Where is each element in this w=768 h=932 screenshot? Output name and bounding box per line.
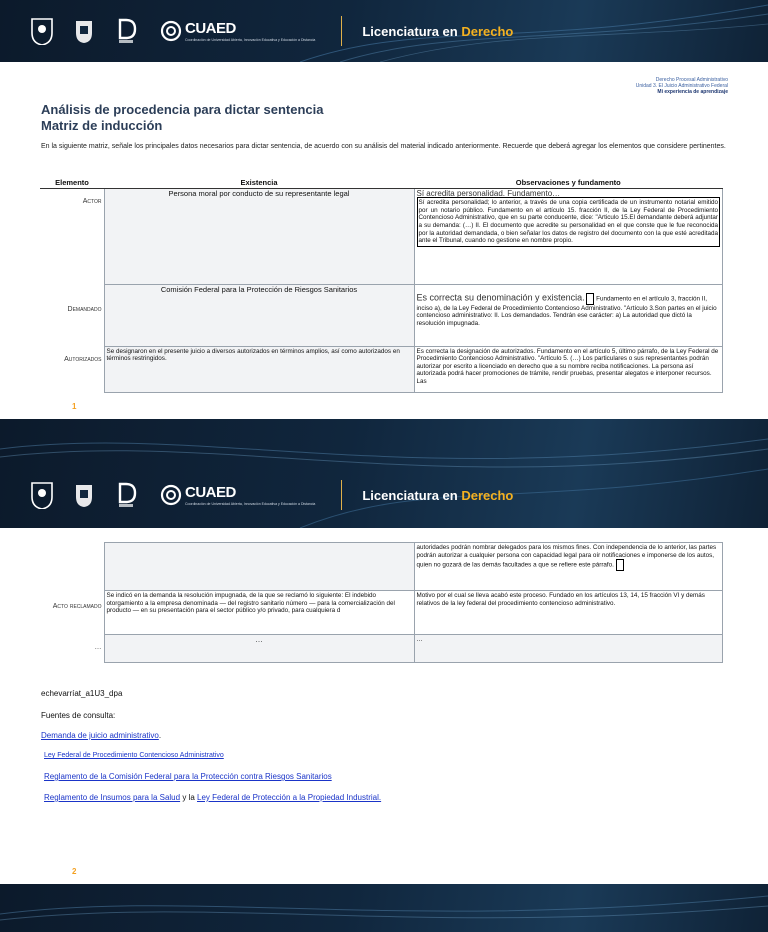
student-id: echevarríat_a1U3_dpa bbox=[41, 689, 123, 698]
text-cursor-box bbox=[586, 293, 594, 305]
obs-body[interactable]: autoridades podrán nombrar delegados para los mismos fines. Con independencia de lo anterior, las partes podrán autorizar a cualquier persona con capacidad legal para oír notificaciones e imponerse de los autos, quien no gozará de las demás facultades a que se refiere este párrafo. bbox=[416, 544, 717, 569]
table-row bbox=[40, 188, 723, 284]
table-row bbox=[40, 635, 723, 663]
cell-observaciones[interactable]: Es correcta la designación de autorizados. Fundamento en el artículo 5, último párrafo, de la Ley Federal de Procedimiento Contencioso Administrativo. "Artículo 5. (…) Los particulares o sus representantes podrán autorizar por escrito a licenciado en derecho que a su nombre reciba notificaciones. La persona así autorizada podrá hacer promociones de trámite, rendir pruebas, presentar alegatos e interponer recursos. Las bbox=[414, 346, 723, 392]
dgee-logo-icon bbox=[114, 17, 138, 45]
section-label: Mi experiencia de aprendizaje bbox=[657, 89, 728, 95]
table-row bbox=[40, 591, 723, 635]
source-link-insumos[interactable]: Reglamento de Insumos para la Salud bbox=[44, 793, 181, 802]
header-divider bbox=[341, 480, 342, 510]
source-link-cofepris-line bbox=[44, 772, 332, 781]
course-meta bbox=[636, 77, 728, 95]
source-link-lfppi[interactable]: Ley Federal de Protección a la Propiedad Industrial. bbox=[197, 793, 382, 802]
source-link-insumos-line: Reglamento de Insumos para la Salud y la Ley Federal de Protección a la Propiedad Industrial. bbox=[44, 793, 382, 802]
obs-title: Es correcta su denominación y existencia. bbox=[416, 292, 585, 303]
cell-existencia: Se indicó en la demanda la resolución impugnada, de la que se reclamó lo siguiente: El indebido otorgamiento a la empresa denominada — del registro sanitario número — para la comercialización del producto — en su presentación para el sector público y/o privado, para cualquiera d bbox=[104, 591, 414, 635]
cuaed-logo bbox=[160, 20, 315, 42]
cell-observaciones bbox=[414, 188, 723, 284]
cell-observaciones[interactable]: Motivo por el cual se lleva acabó este proceso. Fundado en los artículos 13, 14, 15 fracción VI y demás relativos de la ley federal del procedimiento contencioso administrativo. bbox=[414, 591, 723, 635]
page-title: Análisis de procedencia para dictar sentencia Matriz de inducción bbox=[41, 102, 324, 133]
source-link-lfpca[interactable]: Ley Federal de Procedimiento Contencioso Administrativo bbox=[44, 752, 224, 759]
cuaed-ring-icon bbox=[160, 484, 182, 506]
cell-observaciones bbox=[414, 543, 723, 591]
header-banner bbox=[0, 419, 768, 528]
cuaed-ring-icon bbox=[160, 20, 182, 42]
cuaed-label: CUAED bbox=[185, 484, 236, 501]
cuaed-sub: Coordinación de Universidad Abierta, Innovación Educativa y Educación a Distancia bbox=[185, 502, 316, 506]
obs-title: Sí acredita personalidad. Fundamento… bbox=[416, 188, 561, 198]
source-link-lfpca-line bbox=[44, 752, 224, 759]
unam-logo-icon bbox=[30, 481, 54, 509]
header-existencia: Existencia bbox=[104, 178, 414, 188]
text-cursor-box bbox=[616, 559, 624, 571]
table-row bbox=[40, 346, 723, 392]
table-row bbox=[40, 543, 723, 591]
source-link-demanda[interactable]: Demanda de juicio administrativo bbox=[41, 731, 159, 740]
source-link-demanda-line: Demanda de juicio administrativo. bbox=[41, 731, 162, 740]
induction-matrix-continued bbox=[40, 542, 723, 663]
source-link-cofepris[interactable]: Reglamento de la Comisión Federal para la Protección contra Riesgos Sanitarios bbox=[44, 772, 332, 781]
cell-elemento bbox=[40, 543, 104, 591]
program-title: Licenciatura en Derecho bbox=[362, 23, 514, 39]
header-observaciones: Observaciones y fundamento bbox=[414, 178, 723, 188]
cell-elemento: Acto reclamado bbox=[40, 591, 104, 635]
cuaed-label: CUAED bbox=[185, 20, 236, 37]
cell-existencia: Se designaron en el presente juicio a diversos autorizados en términos amplios, así como autorizados en términos restringidos. bbox=[104, 346, 414, 392]
dgee-logo-icon bbox=[114, 481, 138, 509]
wave-decoration bbox=[0, 884, 768, 932]
program-title: Licenciatura en Derecho bbox=[362, 487, 514, 503]
cell-elemento: … bbox=[40, 635, 104, 663]
sources-label: Fuentes de consulta: bbox=[41, 711, 116, 720]
intro-paragraph: En la siguiente matriz, señale los principales datos necesarios para dictar sentencia, de acuerdo con su análisis del material indicado anteriormente. Recuerde que deberá agregar los elementos que considere pertinentes. bbox=[41, 143, 726, 150]
header-elemento: Elemento bbox=[40, 178, 104, 188]
table-header-row bbox=[40, 178, 723, 188]
unit-label: Unidad 3. El Juicio Administrativo Federal bbox=[635, 83, 728, 89]
unam-logo-icon bbox=[30, 17, 54, 45]
cell-existencia bbox=[104, 543, 414, 591]
header-banner bbox=[0, 0, 768, 62]
cell-existencia: Comisión Federal para la Protección de Riesgos Sanitarios bbox=[104, 284, 414, 346]
cell-existencia: Persona moral por conducto de su representante legal bbox=[104, 188, 414, 284]
cuaed-sub: Coordinación de Universidad Abierta, Innovación Educativa y Educación a Distancia bbox=[185, 38, 316, 42]
page-number: 2 bbox=[72, 867, 77, 876]
subject-label: Derecho Procesal Administrativo bbox=[655, 77, 728, 83]
escudo-logo-icon bbox=[72, 17, 96, 45]
induction-matrix bbox=[40, 178, 723, 393]
table-row bbox=[40, 284, 723, 346]
header-divider bbox=[341, 16, 342, 46]
cell-elemento: Autorizados bbox=[40, 346, 104, 392]
footer-banner bbox=[0, 884, 768, 932]
obs-body[interactable]: Fundamento en el artículo 3, fracción II, inciso a), de la Ley Federal de Procedimiento Contencioso Administrativo. "Artículo 3.Son partes en el juicio contencioso administrativo: II. Los demandados. Tendrán ese carácter: a) La autoridad que dictó la resolución impugnada. bbox=[416, 295, 717, 327]
cell-observaciones[interactable]: … bbox=[414, 635, 723, 663]
cell-observaciones bbox=[414, 284, 723, 346]
obs-body[interactable]: Sí acredita personalidad; lo anterior, a través de una copia certificada de un instrumento notarial emitido por un notario público. Fundamento en el artículo 15. fracción II, de la Ley Federal de Procedimiento Contencioso Administrativo, que en su parte conducente, dice: "Articulo 15.El demandante deberá adjuntar a su demanda: (…) II. El documento que acredite su personalidad en el que conste que le fue reconocida por la autoridad demandada, o bien señalar los datos de registro del documento con la que esté acreditada ante el Tribunal, cuando no gestione en nombre propio. bbox=[417, 197, 721, 247]
cuaed-logo bbox=[160, 484, 315, 506]
cell-existencia: … bbox=[104, 635, 414, 663]
cell-elemento: Actor bbox=[40, 188, 104, 284]
escudo-logo-icon bbox=[72, 481, 96, 509]
cell-elemento: Demandado bbox=[40, 284, 104, 346]
page-number: 1 bbox=[72, 402, 77, 411]
